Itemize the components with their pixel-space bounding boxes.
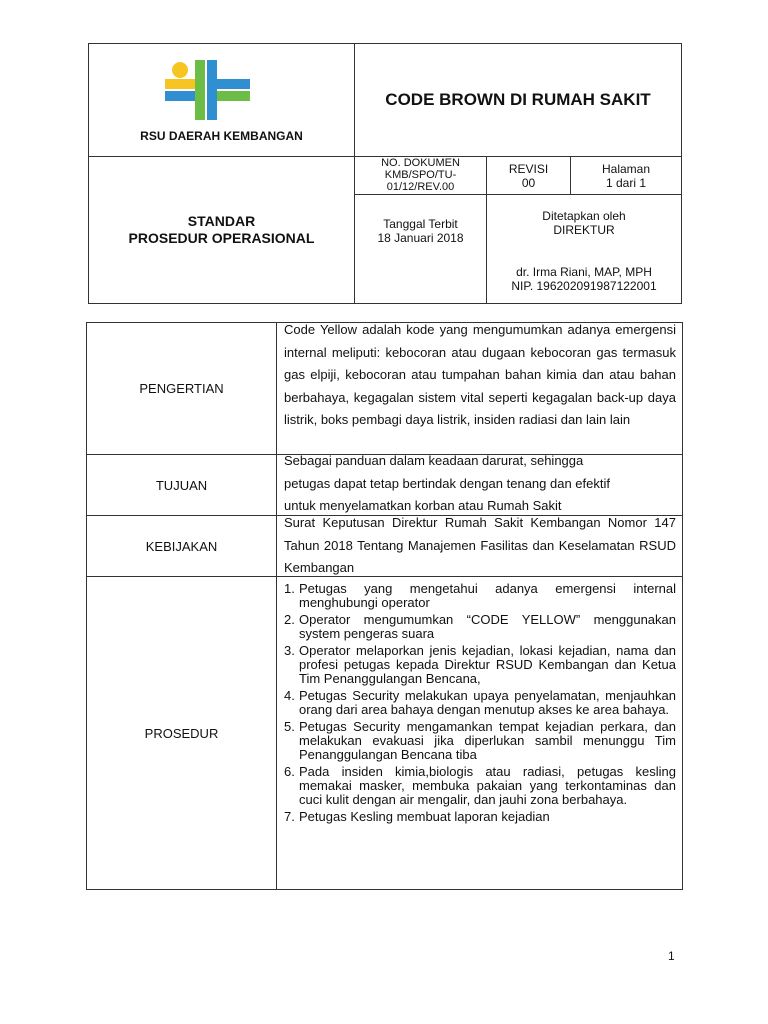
procedure-step: 6. Pada insiden kimia,biologis atau radiasi, petugas kesling memakai masker, membuka pakaian yang terkontaminas dan cuci kulit dengan air mengalir, dan jauhi zona berbahaya. — [284, 764, 676, 807]
procedure-type-label: PROSEDUR OPERASIONAL — [128, 230, 315, 246]
kebijakan-text — [276, 515, 683, 577]
document-number-value: KMB/SPO/TU-01/12/REV.00 — [384, 169, 457, 193]
document-header — [88, 43, 682, 304]
revision-label: REVISI — [508, 162, 549, 176]
signer-name: dr. Irma Riani, MAP, MPH — [516, 265, 652, 279]
revision-value: 00 — [521, 176, 536, 190]
hospital-logo-icon — [165, 60, 251, 120]
procedure-step: 5. Petugas Security mengamankan tempat kejadian perkara, dan melakukan evakuasi jika diperlukan sambil menunggu Tim Penanggulangan Bencana tiba — [284, 719, 676, 762]
table-row-prosedur — [86, 576, 683, 890]
hospital-name: RSU DAERAH KEMBANGAN — [140, 129, 303, 143]
document-number-cell — [354, 156, 487, 195]
procedure-step: 2. Operator mengumumkan “CODE YELLOW” menggunakan system pengeras suara — [284, 612, 676, 641]
standard-label: STANDAR — [187, 213, 256, 229]
tujuan-text — [276, 454, 683, 516]
kebijakan-label: KEBIJAKAN — [86, 515, 277, 577]
issue-date-cell — [354, 194, 487, 304]
pengertian-label: PENGERTIAN — [86, 322, 277, 455]
page-cell — [570, 156, 682, 195]
page-label: Halaman — [601, 162, 651, 176]
procedure-step: 7. Petugas Kesling membuat laporan kejadian — [284, 809, 550, 824]
procedure-steps — [284, 582, 676, 824]
procedure-step: 3. Operator melaporkan jenis kejadian, lokasi kejadian, nama dan profesi petugas kepada Direktur RSUD Kembangan dan Ketua Tim Penanggulangan Bencana, — [284, 643, 676, 686]
approval-label: Ditetapkan oleh — [542, 209, 626, 223]
approver-title: DIREKTUR — [553, 223, 615, 237]
document-number-label: NO. DOKUMEN — [381, 157, 460, 169]
pengertian-text — [276, 322, 683, 455]
document-title: CODE BROWN DI RUMAH SAKIT — [385, 90, 651, 109]
table-row-pengertian — [86, 322, 683, 455]
tujuan-line-1: Sebagai panduan dalam keadaan darurat, sehingga — [284, 453, 584, 468]
tujuan-line-3: untuk menyelamatkan korban atau Rumah Sakit — [284, 498, 562, 513]
prosedur-label: PROSEDUR — [86, 576, 277, 890]
page-number: 1 — [668, 949, 675, 963]
title-cell — [354, 43, 682, 157]
approval-cell — [486, 194, 682, 304]
issue-date-label: Tanggal Terbit — [383, 217, 458, 231]
procedure-table — [86, 322, 683, 890]
kebijakan-paragraph: Surat Keputusan Direktur Rumah Sakit Kembangan Nomor 147 Tahun 2018 Tentang Manajemen Fasilitas dan Keselamatan RSUD Kembangan — [284, 515, 676, 575]
revision-cell — [486, 156, 571, 195]
table-row-kebijakan — [86, 515, 683, 577]
pengertian-paragraph: Code Yellow adalah kode yang mengumumkan adanya emergensi internal meliputi: kebocoran atau dugaan kebocoran gas termasuk gas elpiji, kebocoran atau tumpahan bahan kimia dan atau bahan berbahaya, kegagalan sistem vital seperti kegagalan back-up daya listrik, boks pembagi daya listrik, insiden radiasi dan lain lain — [284, 322, 676, 427]
table-row-tujuan — [86, 454, 683, 516]
tujuan-label: TUJUAN — [86, 454, 277, 516]
tujuan-line-2: petugas dapat tetap bertindak dengan tenang dan efektif — [284, 475, 610, 491]
logo-cell — [88, 43, 355, 157]
procedure-step: 4. Petugas Security melakukan upaya penyelamatan, menjauhkan orang dari area bahaya dengan menutup akses ke area bahaya. — [284, 688, 676, 717]
signer-nip: NIP. 196202091987122001 — [511, 279, 657, 293]
standard-cell — [88, 156, 355, 304]
issue-date-value: 18 Januari 2018 — [377, 231, 464, 245]
prosedur-cell — [276, 576, 683, 890]
page-value: 1 dari 1 — [605, 176, 647, 190]
procedure-step: 1. Petugas yang mengetahui adanya emergensi internal menghubungi operator — [284, 581, 676, 610]
